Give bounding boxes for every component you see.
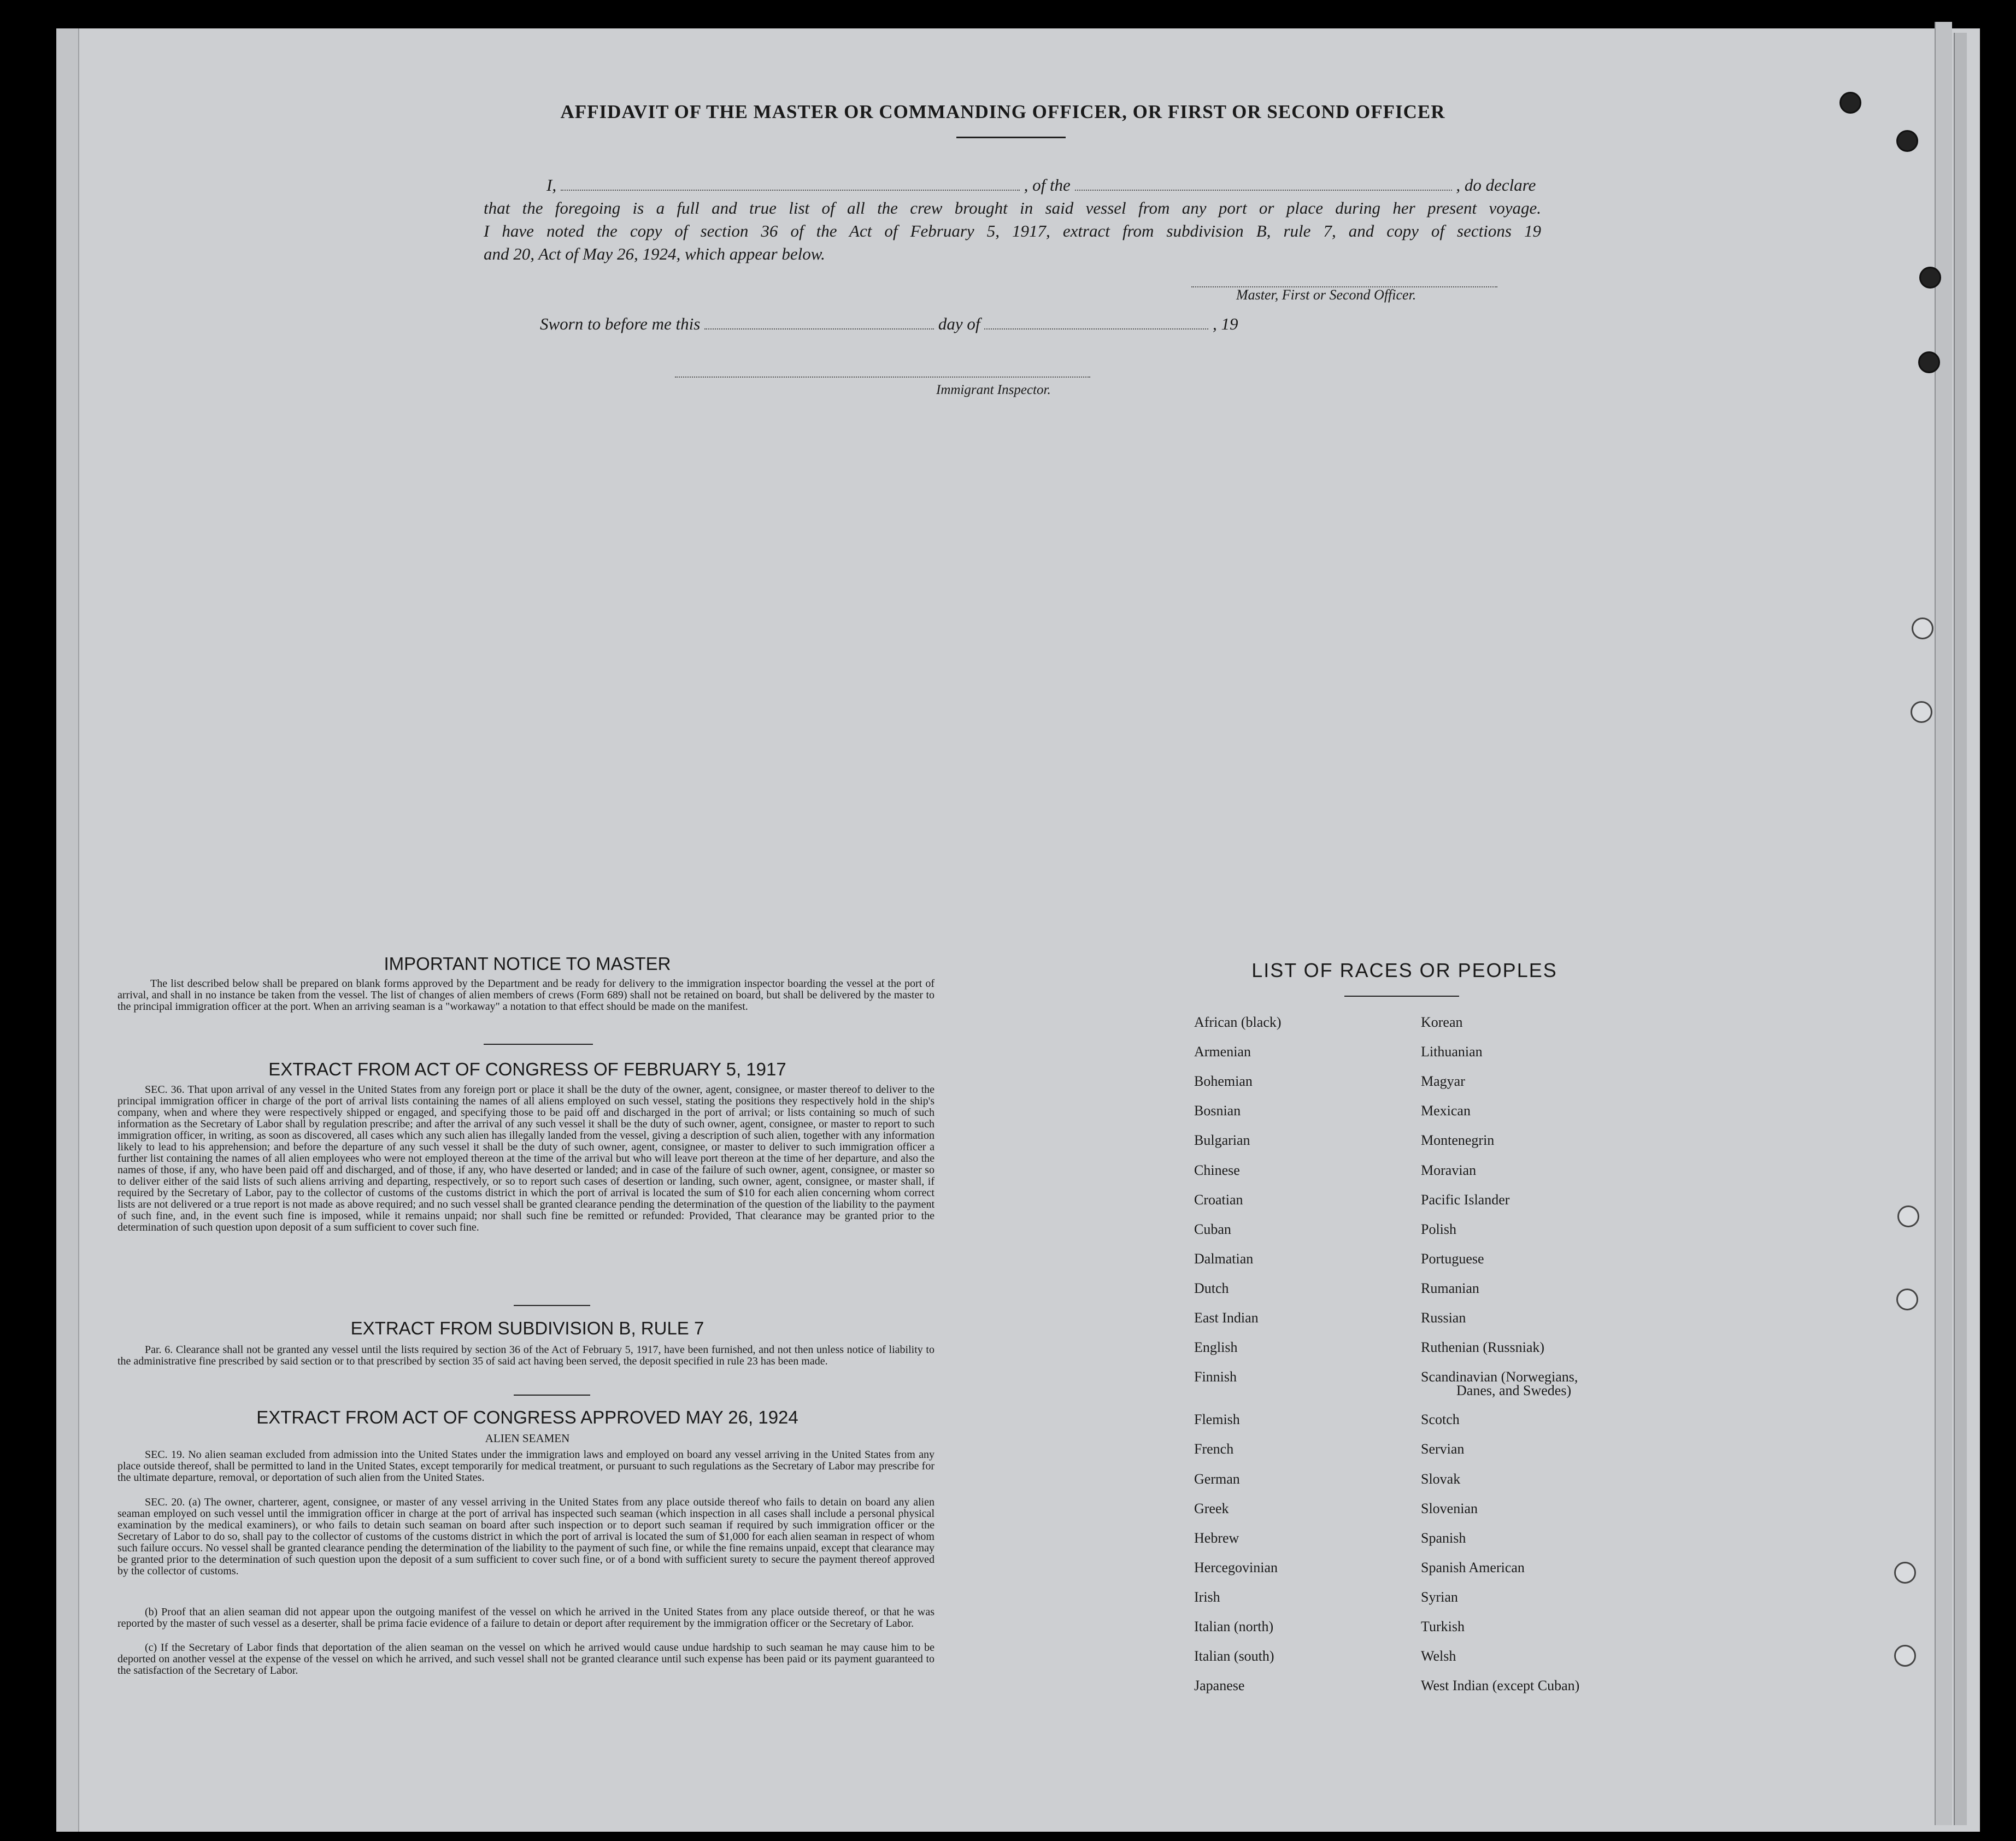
race-item: Irish — [1194, 1589, 1220, 1605]
race-item: Portuguese — [1421, 1250, 1484, 1267]
race-item: Pacific Islander — [1421, 1191, 1510, 1208]
section-rule — [514, 1305, 590, 1306]
race-item: Slovenian — [1421, 1500, 1478, 1516]
title-rule — [956, 137, 1066, 138]
vessel-name-field[interactable] — [1075, 177, 1452, 191]
rule7-body: Par. 6. Clearance shall not be granted any vessel until the lists required by section 36 of the Act of February 5, 1917, have been furnished, and not then unless notice of liability to the administrative fine prescribed by said section or to that prescribed by section 35 of said act having been served, the deposit specified in rule 23 has been made. — [117, 1344, 934, 1367]
race-item: German — [1194, 1471, 1240, 1487]
punch-hole-icon — [1919, 267, 1941, 289]
race-item: English — [1194, 1339, 1238, 1356]
extract-1924-title: EXTRACT FROM ACT OF CONGRESS APPROVED MAY 26, 1924 — [256, 1407, 798, 1427]
inspector-signature-label: Immigrant Inspector. — [936, 383, 1051, 397]
race-item: African (black) — [1194, 1014, 1282, 1030]
sworn-line — [540, 313, 1360, 336]
race-item: East Indian — [1194, 1310, 1259, 1326]
extract-1917-body: SEC. 36. That upon arrival of any vessel in the United States from any foreign port or place it shall be the duty of the owner, agent, consignee, or master thereof to deliver to the principal immigration officer in charge of the port of arrival lists containing the names of all aliens employed on such vessel, stating the positions they respectively hold in the ship's company, when and where they were respectively shipped or engaged, and specifying those to be paid off and discharged in the port of arrival; or lists containing so much of such information as the Secretary of Labor shall by regulation prescribe; and after the arrival of any such vessel it shall be the duty of such owner, agent, consignee, or master to report to such immigration officer, in writing, as soon as discovered, all cases which any such alien has illegally landed from the vessel, giving a description of such alien, together with any information likely to lead to his apprehension; and before the departure of any such vessel it shall be the duty of such owner, agent, consignee, or master to deliver to such immigration officer a further list containing the names of all alien employees who were not employed thereon at the time of the arrival but who will leave port thereon at the time of her departure, and also the names of those, if any, who have been paid off and discharged, and of those, if any, who have deserted or landed; and in case of the failure of such owner, agent, consignee, or master so to deliver either of the said lists of such aliens arriving and departing, respectively, or so to report such cases of desertion or landing, such owner, agent, consignee, or master shall, if required by the Secretary of Labor, pay to the collector of customs of the customs district in which the port of arrival is located the sum of $10 for each alien concerning whom correct lists are not delivered or a true report is not made as above required; and no such vessel shall be granted clearance pending the determination of the question of the liability to the payment of such fine, and, in the event such fine is imposed, while it remains unpaid; nor shall such fine be remitted or refunded: Provided, That clearance may be granted prior to the determination of such question upon deposit of a sum sufficient to cover such fine. — [117, 1084, 934, 1233]
punch-hole-icon — [1911, 701, 1932, 723]
section-rule — [514, 1395, 590, 1396]
binding-margin — [56, 28, 79, 1832]
race-item: Russian — [1421, 1310, 1466, 1326]
race-item: Servian — [1421, 1441, 1465, 1457]
sworn-month-field[interactable] — [984, 315, 1208, 330]
race-item: Spanish — [1421, 1530, 1466, 1546]
inspector-signature-field[interactable] — [675, 363, 1090, 378]
sec20c-body: (c) If the Secretary of Labor finds that deportation of the alien seaman on the vessel on which he arrived would cause undue hardship to such seaman he may cause him to be deported on another vessel at the expense of the vessel on which he arrived, and such vessel shall not be granted clearance until such expense has been paid or its payment guaranteed to the satisfaction of the Secretary of Labor. — [117, 1642, 934, 1677]
race-item: Italian (south) — [1194, 1648, 1274, 1664]
race-item: Welsh — [1421, 1648, 1456, 1664]
race-item: Bosnian — [1194, 1103, 1241, 1119]
race-item: Hercegovinian — [1194, 1559, 1278, 1575]
race-item: Finnish — [1194, 1369, 1237, 1385]
sworn-label: Sworn to before me this — [540, 314, 701, 333]
affidavit-title: AFFIDAVIT OF THE MASTER OR COMMANDING OFFICER, OR FIRST OR SECOND OFFICER — [560, 101, 1445, 122]
race-item: Japanese — [1194, 1678, 1245, 1694]
race-item: Bohemian — [1194, 1073, 1253, 1090]
race-item: Syrian — [1421, 1589, 1458, 1605]
i-label: I, — [546, 175, 557, 195]
sec19-body: SEC. 19. No alien seaman excluded from admission into the United States under the immigration laws and employed on board any vessel arriving in the United States from any place outside thereof, shall be permitted to land in the United States, except temporarily for medical treatment, or pursuant to such regulations as the Secretary of Labor may prescribe for the ultimate departure, removal, or deportation of such alien from the United States. — [117, 1449, 934, 1484]
notice-title: IMPORTANT NOTICE TO MASTER — [384, 954, 671, 974]
punch-hole-icon — [1896, 130, 1918, 152]
race-item: Rumanian — [1421, 1280, 1479, 1296]
race-item: Dutch — [1194, 1280, 1229, 1296]
punch-hole-icon — [1894, 1562, 1916, 1584]
race-item: Armenian — [1194, 1044, 1251, 1060]
rule7-title: EXTRACT FROM SUBDIVISION B, RULE 7 — [350, 1318, 704, 1338]
race-item: Italian (north) — [1194, 1619, 1274, 1634]
race-item: Chinese — [1194, 1162, 1240, 1178]
affidavit-text-3: and 20, Act of May 26, 1924, which appear below. — [484, 244, 825, 263]
race-item: Dalmatian — [1194, 1250, 1254, 1267]
race-item: Spanish American — [1421, 1559, 1525, 1575]
race-item: Korean — [1421, 1014, 1463, 1030]
races-title: LIST OF RACES OR PEOPLES — [1251, 959, 1557, 981]
punch-hole-icon — [1896, 1289, 1918, 1310]
race-item: French — [1194, 1441, 1234, 1457]
section-rule — [484, 1044, 593, 1045]
page-edge — [1935, 22, 1952, 1825]
punch-hole-icon — [1912, 617, 1933, 639]
race-item: Ruthenian (Russniak) — [1421, 1339, 1545, 1356]
sec20b-body: (b) Proof that an alien seaman did not appear upon the outgoing manifest of the vessel on which he arrived in the United States from any place outside thereof, or that he was reported by the master of such vessel as a deserter, shall be prima facie evidence of a failure to detain or deport after requirement by the immigration officer or the Secretary of Labor. — [117, 1606, 934, 1630]
race-item: Scotch — [1421, 1411, 1460, 1428]
officer-name-field[interactable] — [561, 177, 1020, 191]
affidavit-text-2: I have noted the copy of section 36 of the Act of February 5, 1917, extract from subdivision B, rule 7, and copy of sections 19 — [484, 221, 1541, 240]
year-label: , 19 — [1212, 314, 1238, 333]
of-the-label: , of the — [1024, 175, 1071, 195]
race-item: Greek — [1194, 1500, 1229, 1516]
race-item: Slovak — [1421, 1471, 1461, 1487]
race-item: Hebrew — [1194, 1530, 1239, 1546]
race-item: Polish — [1421, 1221, 1457, 1237]
master-signature-label: Master, First or Second Officer. — [1236, 287, 1417, 303]
race-item: Moravian — [1421, 1162, 1477, 1178]
race-continuation: Danes, and Swedes) — [1456, 1383, 1572, 1398]
race-item: Magyar — [1421, 1073, 1465, 1090]
do-declare-label: , do declare — [1456, 175, 1536, 195]
race-item: Flemish — [1194, 1411, 1240, 1428]
affidavit-declaration-line — [546, 174, 1541, 197]
sworn-date-field[interactable] — [704, 315, 934, 330]
master-signature-field[interactable] — [1191, 273, 1497, 287]
extract-1917-title: EXTRACT FROM ACT OF CONGRESS OF FEBRUARY 5, 1917 — [268, 1059, 786, 1079]
race-item: West Indian (except Cuban) — [1421, 1678, 1580, 1694]
day-of-label: day of — [938, 314, 980, 333]
races-title-rule — [1344, 996, 1459, 997]
race-item: Scandinavian (Norwegians, — [1421, 1369, 1578, 1385]
race-item: Mexican — [1421, 1103, 1471, 1119]
race-item: Bulgarian — [1194, 1132, 1250, 1149]
race-item: Croatian — [1194, 1191, 1243, 1208]
affidavit-text-1: that the foregoing is a full and true list of all the crew brought in said vessel from any port or place during her present voyage. — [484, 198, 1541, 217]
punch-hole-icon — [1918, 351, 1940, 373]
race-item: Turkish — [1421, 1619, 1465, 1634]
punch-hole-icon — [1894, 1645, 1916, 1667]
race-item: Lithuanian — [1421, 1044, 1483, 1060]
race-item: Montenegrin — [1421, 1132, 1495, 1149]
punch-hole-icon — [1897, 1205, 1919, 1227]
notice-body: The list described below shall be prepared on blank forms approved by the Department and be ready for delivery to the immigration inspector boarding the vessel at the port of arrival, and shall in no instance be taken from the vessel. The list of changes of alien members of crews (Form 689) shall not be retained on board, but shall be delivered by the master to the principal immigration officer at the port. When an arriving seaman is a "workaway" a notation to that effect should be made on the manifest. — [117, 978, 934, 1013]
page-edge-back — [1954, 33, 1967, 1825]
alien-seamen-subtitle: ALIEN SEAMEN — [485, 1432, 570, 1445]
sec20a-body: SEC. 20. (a) The owner, charterer, agent, consignee, or master of any vessel arriving in the United States from any place outside thereof who fails to detain on board any alien seaman employed on such vessel until the immigration officer in charge at the port of arrival has inspected such seaman (which inspection in all cases shall include a personal physical examination by the medical examiners), or who fails to detain such seaman on board after such inspection or to deport such seaman if required by such immigration officer or the Secretary of Labor to do so, shall pay to the collector of customs of the customs district in which the port of arrival is located the sum of $1,000 for each alien seaman in respect of whom such failure occurs. No vessel shall be granted clearance pending the determination of the liability to the payment of such fine, or while the fine remains unpaid, except that clearance may be granted prior to the determination of such question upon the deposit of a sum sufficient to cover such fine, or of a bond with sufficient surety to secure the payment thereof approved by the collector of customs. — [117, 1496, 934, 1577]
race-item: Cuban — [1194, 1221, 1231, 1237]
punch-hole-icon — [1839, 92, 1861, 114]
